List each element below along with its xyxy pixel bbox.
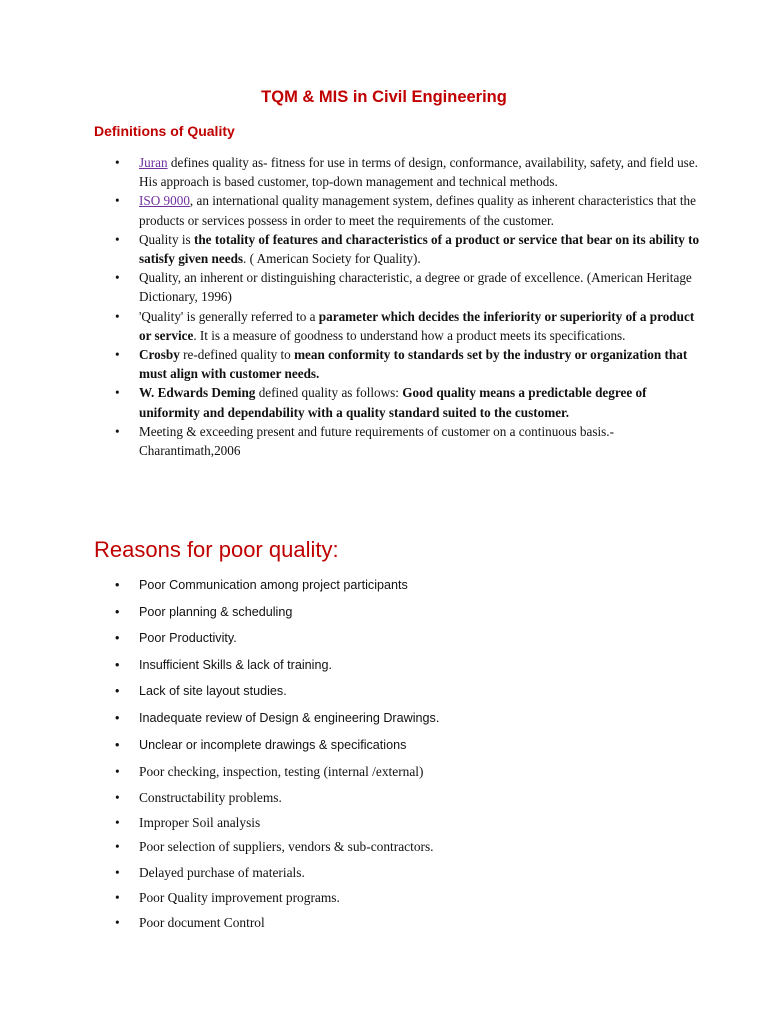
- reason-text: Poor selection of suppliers, vendors & sub-contractors.: [139, 839, 434, 854]
- reason-text: Inadequate review of Design & engineering Drawings.: [139, 711, 440, 725]
- reason-text: Poor planning & scheduling: [139, 605, 293, 619]
- reason-text: Poor Productivity.: [139, 631, 237, 645]
- reason-text: Improper Soil analysis: [139, 815, 261, 830]
- reference-link[interactable]: Juran: [139, 155, 168, 170]
- text-segment: Quality, an inherent or distinguishing characteristic, a degree or grade of excellence. (American Heritage Dictionary, 1996): [139, 270, 692, 305]
- definition-item: [0, 422, 700, 460]
- text-segment: re-defined quality to: [179, 347, 295, 363]
- bullet-icon: •: [115, 423, 120, 439]
- bullet-icon: •: [115, 231, 120, 247]
- bullet-icon: •: [115, 711, 120, 725]
- reason-text: Poor Communication among project participants: [139, 578, 408, 592]
- reason-text: Poor Quality improvement programs.: [139, 890, 340, 905]
- definition-item: [0, 345, 700, 383]
- bullet-icon: •: [115, 631, 120, 645]
- text-segment: . ( American Society for Quality).: [243, 251, 421, 267]
- bullet-icon: •: [115, 890, 120, 905]
- bullet-icon: •: [115, 865, 120, 880]
- definition-item: [0, 191, 700, 229]
- definitions-list: [0, 153, 700, 460]
- page-title: TQM & MIS in Civil Engineering: [261, 88, 507, 106]
- text-segment: defined quality as follows:: [255, 385, 403, 401]
- bullet-icon: •: [115, 270, 120, 286]
- bullet-icon: •: [115, 658, 120, 672]
- reason-text: Constructability problems.: [139, 790, 282, 805]
- text-segment: , an international quality management system, defines quality as inherent characteristics that the products or services possess in order to meet the requirements of the customer.: [139, 193, 697, 228]
- bullet-icon: •: [115, 347, 120, 363]
- bullet-icon: •: [115, 684, 120, 698]
- reason-text: Unclear or incomplete drawings & specifications: [139, 738, 407, 752]
- text-segment: defines quality as- fitness for use in terms of design, conformance, availability, safety, and field use. His approach is based customer, top-down management and technical methods.: [139, 155, 698, 190]
- reference-link[interactable]: ISO 9000: [139, 193, 190, 209]
- bold-text: Crosby: [139, 347, 180, 363]
- bold-text: the totality of features and characteristics of a product or service that bear on its ability to satisfy given needs: [139, 231, 700, 267]
- definition-item: [0, 268, 700, 306]
- bullet-icon: •: [115, 839, 120, 854]
- bullet-icon: •: [115, 155, 120, 170]
- reason-text: Poor checking, inspection, testing (internal /external): [139, 764, 424, 779]
- bullet-icon: •: [115, 193, 120, 209]
- bullet-icon: •: [115, 915, 120, 930]
- text-segment: Meeting & exceeding present and future requirements of customer on a continuous basis.- Charantimath,2006: [139, 423, 614, 459]
- reasons-heading: Reasons for poor quality:: [94, 537, 339, 562]
- bullet-icon: •: [115, 815, 120, 830]
- definition-item: [0, 383, 700, 421]
- bold-text: W. Edwards Deming: [139, 385, 256, 401]
- bullet-icon: •: [115, 308, 120, 324]
- bold-text: parameter which decides the inferiority or superiority of a product or service: [139, 308, 695, 343]
- definition-item: [0, 153, 700, 191]
- definitions-heading: Definitions of Quality: [94, 123, 235, 139]
- definition-item: [0, 307, 700, 345]
- bold-text: mean conformity to standards set by the industry or organization that must align with customer needs.: [139, 347, 688, 382]
- definition-item: [0, 230, 700, 268]
- text-segment: . It is a measure of goodness to understand how a product meets its specifications.: [193, 327, 626, 343]
- bold-text: Good quality means a predictable degree of uniformity and dependability with a quality standard suited to the customer.: [139, 385, 647, 420]
- bullet-icon: •: [115, 738, 120, 752]
- bullet-icon: •: [115, 578, 120, 592]
- reason-text: Insufficient Skills & lack of training.: [139, 658, 332, 672]
- text-segment: Quality is: [139, 231, 194, 247]
- bullet-icon: •: [115, 605, 120, 619]
- reason-text: Delayed purchase of materials.: [139, 865, 305, 880]
- reason-text: Lack of site layout studies.: [139, 684, 287, 698]
- bullet-icon: •: [115, 385, 120, 401]
- bullet-icon: •: [115, 790, 120, 805]
- text-segment: 'Quality' is generally referred to a: [139, 308, 319, 324]
- bullet-icon: •: [115, 764, 120, 779]
- reason-text: Poor document Control: [139, 915, 265, 930]
